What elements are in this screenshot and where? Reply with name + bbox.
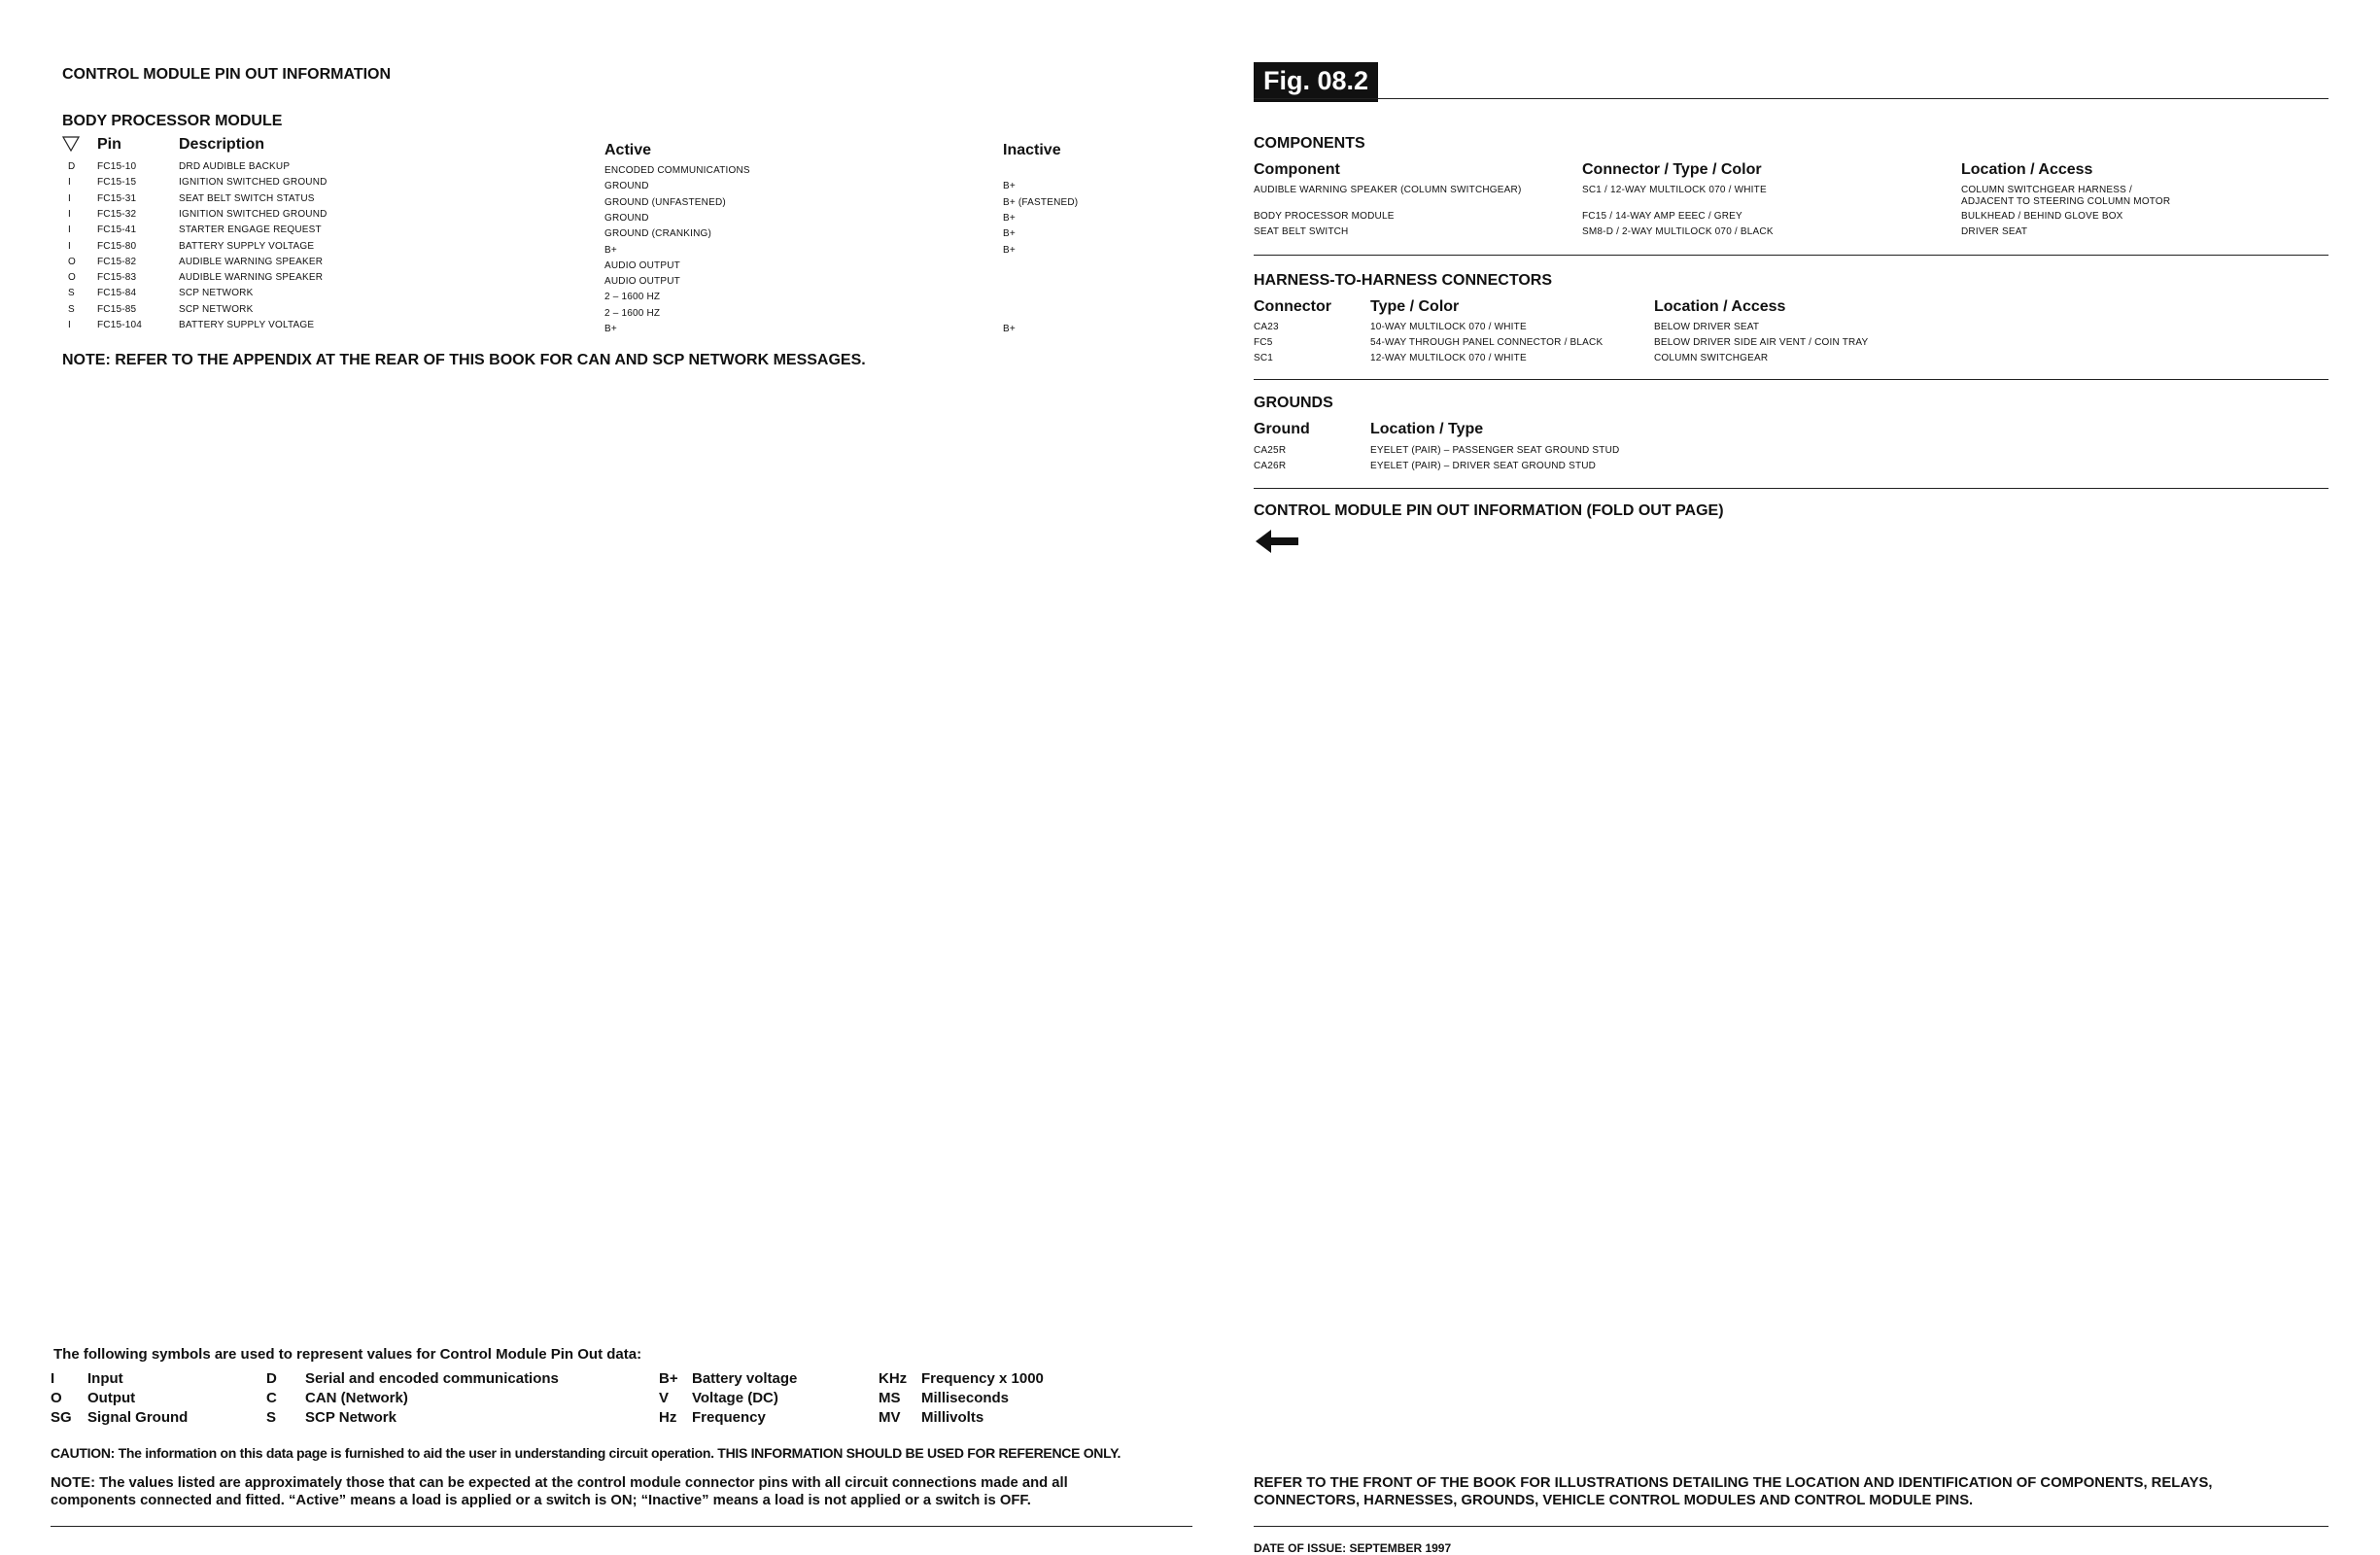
- pin-type: I: [68, 225, 71, 236]
- pin-row: [62, 257, 1180, 272]
- left-page-title: CONTROL MODULE PIN OUT INFORMATION: [62, 66, 392, 83]
- pin-type: S: [68, 288, 75, 299]
- ground-location: EYELET (PAIR) – DRIVER SEAT GROUND STUD: [1370, 461, 1597, 471]
- pin-type: O: [68, 256, 76, 267]
- pin-row: [62, 304, 1180, 320]
- legend-meaning: Frequency: [692, 1409, 766, 1426]
- pin-number: FC15-31: [97, 192, 137, 204]
- pin-active: GROUND (UNFASTENED): [604, 196, 726, 208]
- pin-row: [62, 225, 1180, 240]
- values-note-line2: components connected and fitted. “Active” means a load is applied or a switch is ON; “Inactive” means a load is not applied or a switch is OFF.: [51, 1493, 1031, 1508]
- pin-description: SEAT BELT SWITCH STATUS: [179, 192, 315, 204]
- grounds-header-location: Location / Type: [1370, 421, 1484, 437]
- ground-row: [1254, 461, 2328, 476]
- pin-active: AUDIO OUTPUT: [604, 259, 680, 271]
- harness-location: BELOW DRIVER SIDE AIR VENT / COIN TRAY: [1654, 337, 1869, 348]
- ground-row: [1254, 445, 2328, 461]
- harness-location: COLUMN SWITCHGEAR: [1654, 353, 1769, 363]
- refer-line2: CONNECTORS, HARNESSES, GROUNDS, VEHICLE CONTROL MODULES AND CONTROL MODULE PINS.: [1254, 1493, 1974, 1508]
- harness-header-location: Location / Access: [1654, 298, 1786, 315]
- symbols-intro: The following symbols are used to represent values for Control Module Pin Out data:: [53, 1346, 642, 1363]
- pin-description: BATTERY SUPPLY VOLTAGE: [179, 320, 315, 330]
- pin-description: AUDIBLE WARNING SPEAKER: [179, 272, 324, 284]
- pin-number: FC15-32: [97, 208, 137, 220]
- pin-rows: [62, 161, 1180, 346]
- pin-type: I: [68, 177, 71, 189]
- module-title: BODY PROCESSOR MODULE: [62, 113, 283, 129]
- pin-active: ENCODED COMMUNICATIONS: [604, 165, 750, 176]
- pin-row: [62, 193, 1180, 209]
- ground-location: EYELET (PAIR) – PASSENGER SEAT GROUND STUD: [1370, 445, 1620, 456]
- harness-type: 10-WAY MULTILOCK 070 / WHITE: [1370, 322, 1527, 332]
- harness-header-connector: Connector: [1254, 298, 1331, 315]
- pin-type: O: [68, 272, 76, 284]
- harness-type: 54-WAY THROUGH PANEL CONNECTOR / BLACK: [1370, 337, 1604, 348]
- grounds-title: GROUNDS: [1254, 395, 1333, 411]
- legend-meaning: Millivolts: [921, 1409, 984, 1426]
- harness-rule: [1254, 379, 2328, 380]
- components-header-component: Component: [1254, 161, 1340, 178]
- legend-meaning: Milliseconds: [921, 1390, 1010, 1406]
- harness-location: BELOW DRIVER SEAT: [1654, 322, 1760, 332]
- triangle-down-icon: [62, 136, 80, 152]
- legend-meaning: Input: [87, 1370, 123, 1387]
- header-pin: Pin: [97, 136, 121, 153]
- component-row: [1254, 226, 2328, 242]
- harness-row: [1254, 337, 2328, 353]
- component-name: BODY PROCESSOR MODULE: [1254, 211, 1395, 222]
- pin-active: 2 – 1600 HZ: [604, 292, 661, 303]
- components-rule: [1254, 255, 2328, 256]
- grounds-header-ground: Ground: [1254, 421, 1310, 437]
- foldout-title: CONTROL MODULE PIN OUT INFORMATION (FOLD OUT PAGE): [1254, 502, 1724, 519]
- legend-symbol: I: [51, 1370, 55, 1387]
- harness-rows: [1254, 322, 2328, 370]
- legend-symbol: V: [659, 1390, 670, 1406]
- component-location: DRIVER SEAT: [1961, 226, 2028, 237]
- component-connector: FC15 / 14-WAY AMP EEEC / GREY: [1582, 211, 1742, 222]
- legend-symbol: O: [51, 1390, 62, 1406]
- legend-meaning: Serial and encoded communications: [305, 1370, 559, 1387]
- arrow-left-icon: [1256, 528, 1300, 555]
- pin-description: AUDIBLE WARNING SPEAKER: [179, 256, 324, 267]
- components-rows: [1254, 185, 2328, 243]
- legend-symbol: S: [266, 1409, 277, 1426]
- pin-inactive: B+: [1003, 228, 1016, 240]
- pin-row: [62, 288, 1180, 303]
- pin-description: SCP NETWORK: [179, 288, 254, 299]
- pin-description: STARTER ENGAGE REQUEST: [179, 225, 322, 236]
- pin-description: BATTERY SUPPLY VOLTAGE: [179, 240, 315, 252]
- pin-inactive: B+ (FASTENED): [1003, 196, 1079, 208]
- date-of-issue: DATE OF ISSUE: SEPTEMBER 1997: [1254, 1541, 1452, 1555]
- pin-type: I: [68, 240, 71, 252]
- component-location: BULKHEAD / BEHIND GLOVE BOX: [1961, 211, 2123, 222]
- harness-connector: SC1: [1254, 353, 1274, 363]
- pin-active: GROUND: [604, 181, 649, 192]
- pin-row: [62, 320, 1180, 335]
- pin-type: I: [68, 320, 71, 330]
- pin-row: [62, 209, 1180, 225]
- legend-symbol: Hz: [659, 1409, 677, 1426]
- header-active: Active: [604, 142, 652, 158]
- component-name: AUDIBLE WARNING SPEAKER (COLUMN SWITCHGEAR): [1254, 185, 1522, 195]
- pin-description: IGNITION SWITCHED GROUND: [179, 208, 328, 220]
- pin-type: I: [68, 208, 71, 220]
- header-inactive: Inactive: [1003, 142, 1061, 158]
- pin-inactive: B+: [1003, 324, 1016, 334]
- component-location-2: ADJACENT TO STEERING COLUMN MOTOR: [1961, 196, 2171, 207]
- harness-header-type: Type / Color: [1370, 298, 1460, 315]
- pin-description: IGNITION SWITCHED GROUND: [179, 177, 328, 189]
- pin-inactive: B+: [1003, 244, 1016, 256]
- legend-symbol: B+: [659, 1370, 678, 1387]
- pin-number: FC15-84: [97, 288, 137, 299]
- component-row: [1254, 185, 2328, 207]
- components-header-connector: Connector / Type / Color: [1582, 161, 1762, 178]
- fig-rule: [1254, 98, 2328, 99]
- pin-number: FC15-10: [97, 161, 137, 172]
- pin-description: DRD AUDIBLE BACKUP: [179, 161, 291, 172]
- caution-text: CAUTION: The information on this data page is furnished to aid the user in understanding circuit operation. THIS INFORMATION SHOULD BE USED FOR REFERENCE ONLY.: [51, 1445, 1121, 1461]
- pin-type: D: [68, 161, 76, 172]
- legend-symbol: D: [266, 1370, 277, 1387]
- grounds-rule: [1254, 488, 2328, 489]
- components-title: COMPONENTS: [1254, 135, 1365, 152]
- pin-number: FC15-41: [97, 225, 137, 236]
- pin-table: [62, 134, 1180, 348]
- components-header-location: Location / Access: [1961, 161, 2093, 178]
- legend-meaning: Signal Ground: [87, 1409, 189, 1426]
- pin-number: FC15-80: [97, 240, 137, 252]
- pin-row: [62, 177, 1180, 192]
- network-note: NOTE: REFER TO THE APPENDIX AT THE REAR OF THIS BOOK FOR CAN AND SCP NETWORK MESSAGES.: [62, 352, 866, 368]
- legend-meaning: SCP Network: [305, 1409, 397, 1426]
- pin-inactive: B+: [1003, 212, 1016, 224]
- ground-id: CA26R: [1254, 461, 1287, 471]
- pin-number: FC15-82: [97, 256, 137, 267]
- pin-active: 2 – 1600 HZ: [604, 307, 661, 319]
- legend-meaning: CAN (Network): [305, 1390, 408, 1406]
- harness-connector: FC5: [1254, 337, 1273, 348]
- pin-type: I: [68, 192, 71, 204]
- left-bottom-rule: [51, 1526, 1192, 1527]
- pin-inactive: B+: [1003, 181, 1016, 192]
- pin-row: [62, 272, 1180, 288]
- pin-active: AUDIO OUTPUT: [604, 276, 680, 288]
- grounds-rows: [1254, 445, 2328, 478]
- pin-active: B+: [604, 244, 617, 256]
- legend-symbol: KHz: [879, 1370, 908, 1387]
- pin-number: FC15-104: [97, 320, 143, 330]
- legend-item: [51, 1409, 1120, 1429]
- legend-item: [51, 1370, 1120, 1390]
- values-note-line1: NOTE: The values listed are approximately those that can be expected at the control module connector pins with all circuit connections made and all: [51, 1475, 1068, 1491]
- refer-line1: REFER TO THE FRONT OF THE BOOK FOR ILLUSTRATIONS DETAILING THE LOCATION AND IDENTIFICATION OF COMPONENTS, RELAYS,: [1254, 1475, 2213, 1491]
- pin-description: SCP NETWORK: [179, 303, 254, 315]
- pin-active: GROUND (CRANKING): [604, 228, 712, 240]
- harness-type: 12-WAY MULTILOCK 070 / WHITE: [1370, 353, 1527, 363]
- legend-symbol: C: [266, 1390, 277, 1406]
- harness-title: HARNESS-TO-HARNESS CONNECTORS: [1254, 272, 1552, 289]
- pin-number: FC15-15: [97, 177, 137, 189]
- harness-connector: CA23: [1254, 322, 1279, 332]
- component-connector: SC1 / 12-WAY MULTILOCK 070 / WHITE: [1582, 185, 1767, 195]
- legend-meaning: Voltage (DC): [692, 1390, 778, 1406]
- legend-meaning: Frequency x 1000: [921, 1370, 1044, 1387]
- component-connector: SM8-D / 2-WAY MULTILOCK 070 / BLACK: [1582, 226, 1774, 237]
- pin-row: [62, 241, 1180, 257]
- legend-meaning: Output: [87, 1390, 136, 1406]
- pin-active: B+: [604, 324, 617, 334]
- pin-row: [62, 161, 1180, 177]
- component-row: [1254, 211, 2328, 226]
- legend-item: [51, 1390, 1120, 1409]
- pin-active: GROUND: [604, 212, 649, 224]
- component-location: COLUMN SWITCHGEAR HARNESS /: [1961, 185, 2132, 195]
- ground-id: CA25R: [1254, 445, 1287, 456]
- pin-type: S: [68, 303, 75, 315]
- harness-row: [1254, 322, 2328, 337]
- right-bottom-rule: [1254, 1526, 2328, 1527]
- symbols-legend: [51, 1370, 1120, 1434]
- pin-number: FC15-85: [97, 303, 137, 315]
- harness-row: [1254, 353, 2328, 368]
- legend-symbol: MV: [879, 1409, 901, 1426]
- header-description: Description: [179, 136, 265, 153]
- component-name: SEAT BELT SWITCH: [1254, 226, 1349, 237]
- legend-meaning: Battery voltage: [692, 1370, 798, 1387]
- legend-symbol: MS: [879, 1390, 901, 1406]
- legend-symbol: SG: [51, 1409, 72, 1426]
- figure-label: Fig. 08.2: [1254, 62, 1378, 102]
- pin-number: FC15-83: [97, 272, 137, 284]
